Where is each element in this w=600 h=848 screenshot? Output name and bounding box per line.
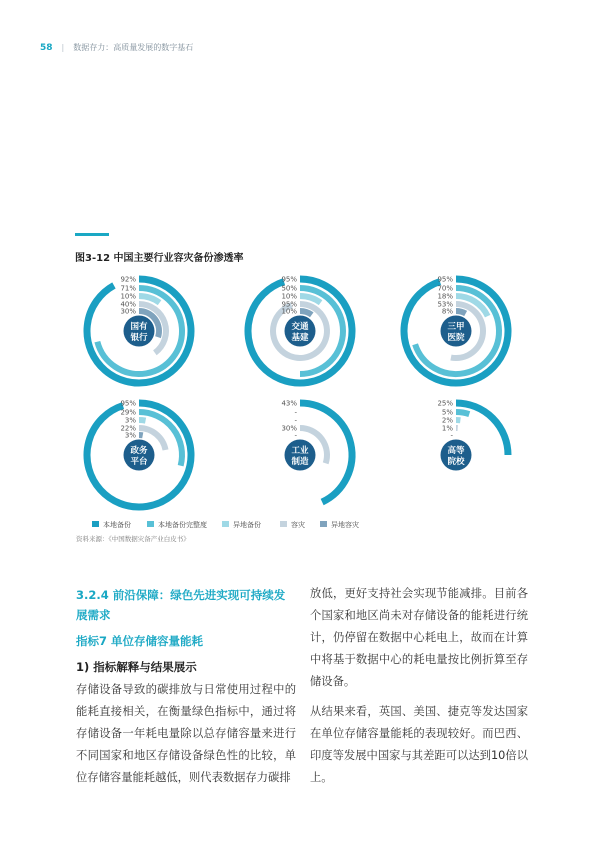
figure-title: 图3-12 中国主要行业容灾备份渗透率 bbox=[75, 253, 244, 264]
center-label: 三甲 bbox=[447, 322, 465, 332]
ring-label: 25% bbox=[437, 399, 453, 408]
ring-5 bbox=[300, 311, 312, 315]
header-title: 数据存力：高质量发展的数字基石 bbox=[73, 43, 194, 52]
center-label: 国有 bbox=[130, 322, 148, 332]
subheading: 1) 指标解释与结果展示 bbox=[76, 660, 197, 674]
ring-label: 30% bbox=[120, 307, 136, 316]
ring-label: 18% bbox=[437, 292, 453, 301]
ring-label: 8% bbox=[441, 307, 453, 316]
legend bbox=[92, 520, 359, 529]
ring-label: - bbox=[294, 408, 297, 417]
radial-chart-1 bbox=[87, 276, 191, 384]
ring-label: 10% bbox=[281, 307, 297, 316]
ring-label: 29% bbox=[120, 408, 136, 417]
legend-label: 容灾 bbox=[291, 521, 305, 529]
ring-label: 22% bbox=[120, 424, 136, 433]
body-paragraph-3: 从结果来看，英国、美国、捷克等发达国家在单位存储容量能耗的表现较好。而巴西、印度等发展中国家与其差距可以达到10倍以上。 bbox=[310, 705, 528, 784]
ring-label: 2% bbox=[441, 416, 453, 425]
ring-label: - bbox=[294, 431, 297, 440]
ring-label: 50% bbox=[281, 284, 297, 293]
ring-label: 95% bbox=[281, 300, 297, 309]
legend-label: 异地容灾 bbox=[331, 521, 359, 529]
ring-label: - bbox=[450, 431, 453, 440]
ring-label: 95% bbox=[120, 399, 136, 408]
legend-swatch bbox=[222, 521, 229, 527]
ring-label: 3% bbox=[124, 431, 136, 440]
ring-label: 43% bbox=[281, 399, 297, 408]
center-label: 政务 bbox=[130, 446, 148, 456]
center-label: 院校 bbox=[447, 457, 465, 467]
legend-swatch bbox=[92, 521, 99, 527]
header-divider: | bbox=[61, 43, 65, 52]
center-label: 银行 bbox=[130, 333, 148, 343]
legend-label: 异地备份 bbox=[233, 521, 261, 529]
center-label: 平台 bbox=[130, 457, 148, 467]
radial-chart-5 bbox=[281, 400, 352, 503]
ring-label: 30% bbox=[281, 424, 297, 433]
ring-label: 10% bbox=[281, 292, 297, 301]
ring-5 bbox=[456, 311, 466, 313]
ring-label: 71% bbox=[120, 284, 136, 293]
radial-chart-4 bbox=[87, 400, 191, 508]
legend-label: 本地备份 bbox=[103, 521, 131, 529]
center-label: 基建 bbox=[291, 333, 309, 343]
legend-swatch bbox=[147, 521, 154, 527]
ring-label: 95% bbox=[281, 275, 297, 284]
indicator-heading: 指标7 单位存储容量能耗 bbox=[76, 634, 204, 648]
center-label: 医院 bbox=[447, 333, 465, 343]
ring-label: 1% bbox=[441, 424, 453, 433]
center-label: 高等 bbox=[447, 446, 465, 456]
ring-label: 40% bbox=[120, 300, 136, 309]
body-paragraph-2: 放低，更好支持社会实现节能减排。目前各个国家和地区尚未对存储设备的能耗进行统计，仍停留在数据中心耗电上，故而在计算中将基于数据中心的耗电量按比例折算至存储设备。 bbox=[310, 587, 528, 688]
ring-label: 92% bbox=[120, 275, 136, 284]
radial-chart-6 bbox=[437, 400, 508, 471]
radial-chart-3 bbox=[404, 276, 508, 384]
ring-label: 53% bbox=[437, 300, 453, 309]
ring-label: 5% bbox=[441, 408, 453, 417]
center-label: 交通 bbox=[291, 322, 309, 332]
page-number: 58 bbox=[40, 42, 53, 53]
legend-swatch bbox=[320, 521, 327, 527]
section-heading: 3.2.4 前沿保障：绿色先进实现可持续发展需求 bbox=[76, 588, 286, 622]
ring-label: - bbox=[294, 416, 297, 425]
ring-3 bbox=[139, 420, 146, 421]
ring-2 bbox=[456, 412, 469, 414]
ring-label: 3% bbox=[124, 416, 136, 425]
legend-swatch bbox=[280, 521, 287, 527]
center-label: 工业 bbox=[291, 446, 309, 456]
body-paragraph-1: 存储设备导致的碳排放与日常使用过程中的能耗直接相关，在衡量绿色指标中，通过将存储设备一年耗电量除以总存储容量来进行不同国家和地区存储设备绿色性的比较，单位存储容量能耗越低，则代表数据存力碳排 bbox=[76, 683, 296, 784]
ring-label: 70% bbox=[437, 284, 453, 293]
ring-label: 10% bbox=[120, 292, 136, 301]
figure-source: 资料来源：《中国数据灾备产业白皮书》 bbox=[76, 535, 190, 543]
radial-chart-2 bbox=[248, 276, 352, 384]
legend-label: 本地备份完整度 bbox=[158, 521, 207, 529]
ring-label: 95% bbox=[437, 275, 453, 284]
center-label: 制造 bbox=[291, 457, 309, 467]
